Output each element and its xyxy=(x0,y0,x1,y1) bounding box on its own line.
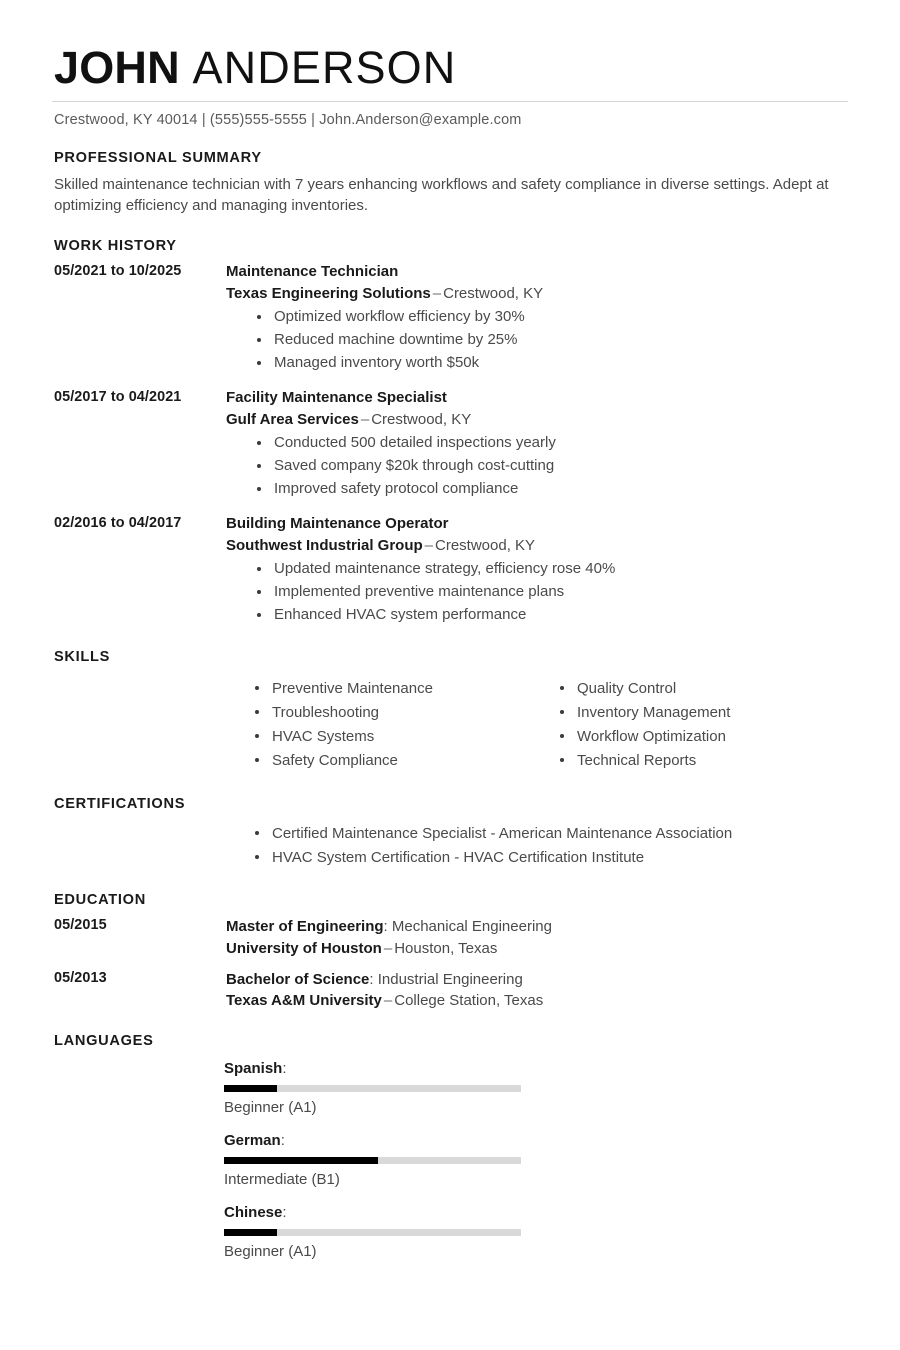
education-details xyxy=(226,969,848,1012)
candidate-name xyxy=(52,44,848,92)
job-company: Southwest Industrial Group xyxy=(226,536,423,554)
job-bullet: Optimized workflow efficiency by 30% xyxy=(257,306,848,329)
language-name-line xyxy=(224,1059,538,1079)
job-title: Building Maintenance Operator xyxy=(226,515,449,533)
education-school-line xyxy=(226,938,848,959)
job-bullet-list xyxy=(226,306,848,374)
job-company-line xyxy=(226,535,848,556)
language-colon: : xyxy=(282,1204,287,1222)
job-dates: 02/2016 to 04/2017 xyxy=(54,515,182,532)
language-item xyxy=(224,1203,538,1261)
language-proficiency-track xyxy=(224,1157,521,1164)
language-proficiency-fill xyxy=(224,1229,277,1236)
job-bullet: Conducted 500 detailed inspections yearly xyxy=(257,432,848,455)
skill-item: Safety Compliance xyxy=(255,749,529,773)
last-name: ANDERSON xyxy=(192,42,457,93)
section-title-skills: SKILLS xyxy=(54,648,111,665)
job-company: Gulf Area Services xyxy=(226,410,359,428)
first-name: JOHN xyxy=(54,42,180,93)
education-field: : Mechanical Engineering xyxy=(383,918,552,936)
language-item xyxy=(224,1059,538,1117)
language-proficiency-fill xyxy=(224,1157,378,1164)
education-date: 05/2015 xyxy=(54,917,107,934)
section-title-work-history: WORK HISTORY xyxy=(54,238,177,255)
education-location: Houston, Texas xyxy=(394,939,498,957)
job-bullet: Managed inventory worth $50k xyxy=(257,352,848,375)
job-bullet: Updated maintenance strategy, efficiency rose 40% xyxy=(257,558,848,581)
job-bullet-list xyxy=(226,558,848,626)
section-title-education: EDUCATION xyxy=(54,892,146,909)
skills-list xyxy=(529,677,834,774)
job-bullet: Reduced machine downtime by 25% xyxy=(257,329,848,352)
language-name-line xyxy=(224,1203,538,1223)
job-bullet: Saved company $20k through cost-cutting xyxy=(257,455,848,478)
summary-text: Skilled maintenance technician with 7 years enhancing workflows and safety compliance in diverse settings. Adept at optimizing efficiency and managing inventories. xyxy=(54,175,829,214)
language-level: Beginner (A1) xyxy=(224,1098,317,1116)
languages-grid xyxy=(52,1059,848,1275)
job-bullet: Implemented preventive maintenance plans xyxy=(257,581,848,604)
language-level: Beginner (A1) xyxy=(224,1242,317,1260)
job-details xyxy=(226,388,848,500)
skill-item: Inventory Management xyxy=(560,701,834,725)
education-date: 05/2013 xyxy=(54,969,107,986)
education-entry xyxy=(52,969,848,1012)
section-professional-summary xyxy=(52,150,848,217)
education-entry xyxy=(52,916,848,959)
education-degree: Bachelor of Science xyxy=(226,970,370,988)
job-location: Crestwood, KY xyxy=(435,536,536,554)
job-details xyxy=(226,514,848,626)
section-skills xyxy=(52,649,848,774)
certification-item: Certified Maintenance Specialist - American Maintenance Association xyxy=(255,822,848,846)
certifications-body xyxy=(52,822,848,871)
education-degree-line xyxy=(226,916,848,937)
education-school: University of Houston xyxy=(226,939,382,957)
education-list xyxy=(52,916,848,1011)
language-colon: : xyxy=(282,1060,287,1078)
contact-line: Crestwood, KY 40014 | (555)555-5555 | John.Anderson@example.com xyxy=(54,111,522,128)
language-colon: : xyxy=(280,1132,285,1150)
language-level: Intermediate (B1) xyxy=(224,1170,340,1188)
separator-dash: – xyxy=(383,992,393,1010)
section-title-certifications: CERTIFICATIONS xyxy=(54,795,186,812)
skills-column-2 xyxy=(529,675,834,774)
language-name: German xyxy=(224,1132,281,1150)
language-proficiency-track xyxy=(224,1085,521,1092)
separator-dash: – xyxy=(360,410,370,428)
skills-list xyxy=(224,677,529,774)
skill-item: Technical Reports xyxy=(560,749,834,773)
section-work-history xyxy=(52,238,848,626)
language-item xyxy=(224,1131,538,1189)
language-name: Chinese xyxy=(224,1204,283,1222)
skills-columns xyxy=(52,675,848,774)
job-bullet: Enhanced HVAC system performance xyxy=(257,604,848,627)
resume-header xyxy=(52,44,848,128)
section-title-languages: LANGUAGES xyxy=(54,1033,154,1050)
skill-item: Troubleshooting xyxy=(255,701,529,725)
job-entry xyxy=(52,514,848,626)
skill-item: Preventive Maintenance xyxy=(255,677,529,701)
job-company-line xyxy=(226,283,848,304)
education-field: : Industrial Engineering xyxy=(369,970,523,988)
skill-item: Workflow Optimization xyxy=(560,725,834,749)
section-languages xyxy=(52,1033,848,1275)
separator-dash: – xyxy=(432,284,442,302)
job-dates: 05/2021 to 10/2025 xyxy=(54,263,182,280)
job-title: Facility Maintenance Specialist xyxy=(226,389,447,407)
work-history-list xyxy=(52,262,848,626)
separator-dash: – xyxy=(424,536,434,554)
education-school-line xyxy=(226,990,848,1011)
separator-dash: – xyxy=(383,939,393,957)
section-certifications xyxy=(52,796,848,871)
job-entry xyxy=(52,388,848,500)
language-name-line xyxy=(224,1131,538,1151)
job-title: Maintenance Technician xyxy=(226,263,399,281)
job-company-line xyxy=(226,409,848,430)
section-education xyxy=(52,892,848,1011)
education-degree-line xyxy=(226,969,848,990)
job-details xyxy=(226,262,848,374)
job-dates: 05/2017 to 04/2021 xyxy=(54,389,182,406)
certification-item: HVAC System Certification - HVAC Certification Institute xyxy=(255,846,848,870)
language-proficiency-track xyxy=(224,1229,521,1236)
job-location: Crestwood, KY xyxy=(371,410,472,428)
skill-item: Quality Control xyxy=(560,677,834,701)
job-bullet-list xyxy=(226,432,848,500)
language-name: Spanish xyxy=(224,1060,283,1078)
education-school: Texas A&M University xyxy=(226,992,382,1010)
education-location: College Station, Texas xyxy=(394,992,544,1010)
header-divider xyxy=(52,101,848,102)
job-entry xyxy=(52,262,848,374)
job-bullet: Improved safety protocol compliance xyxy=(257,478,848,501)
education-degree: Master of Engineering xyxy=(226,918,384,936)
job-location: Crestwood, KY xyxy=(443,284,544,302)
skills-column-1 xyxy=(224,675,529,774)
certifications-list xyxy=(224,822,848,871)
section-title-summary: PROFESSIONAL SUMMARY xyxy=(54,149,262,166)
language-proficiency-fill xyxy=(224,1085,277,1092)
skill-item: HVAC Systems xyxy=(255,725,529,749)
job-company: Texas Engineering Solutions xyxy=(226,284,431,302)
education-details xyxy=(226,916,848,959)
